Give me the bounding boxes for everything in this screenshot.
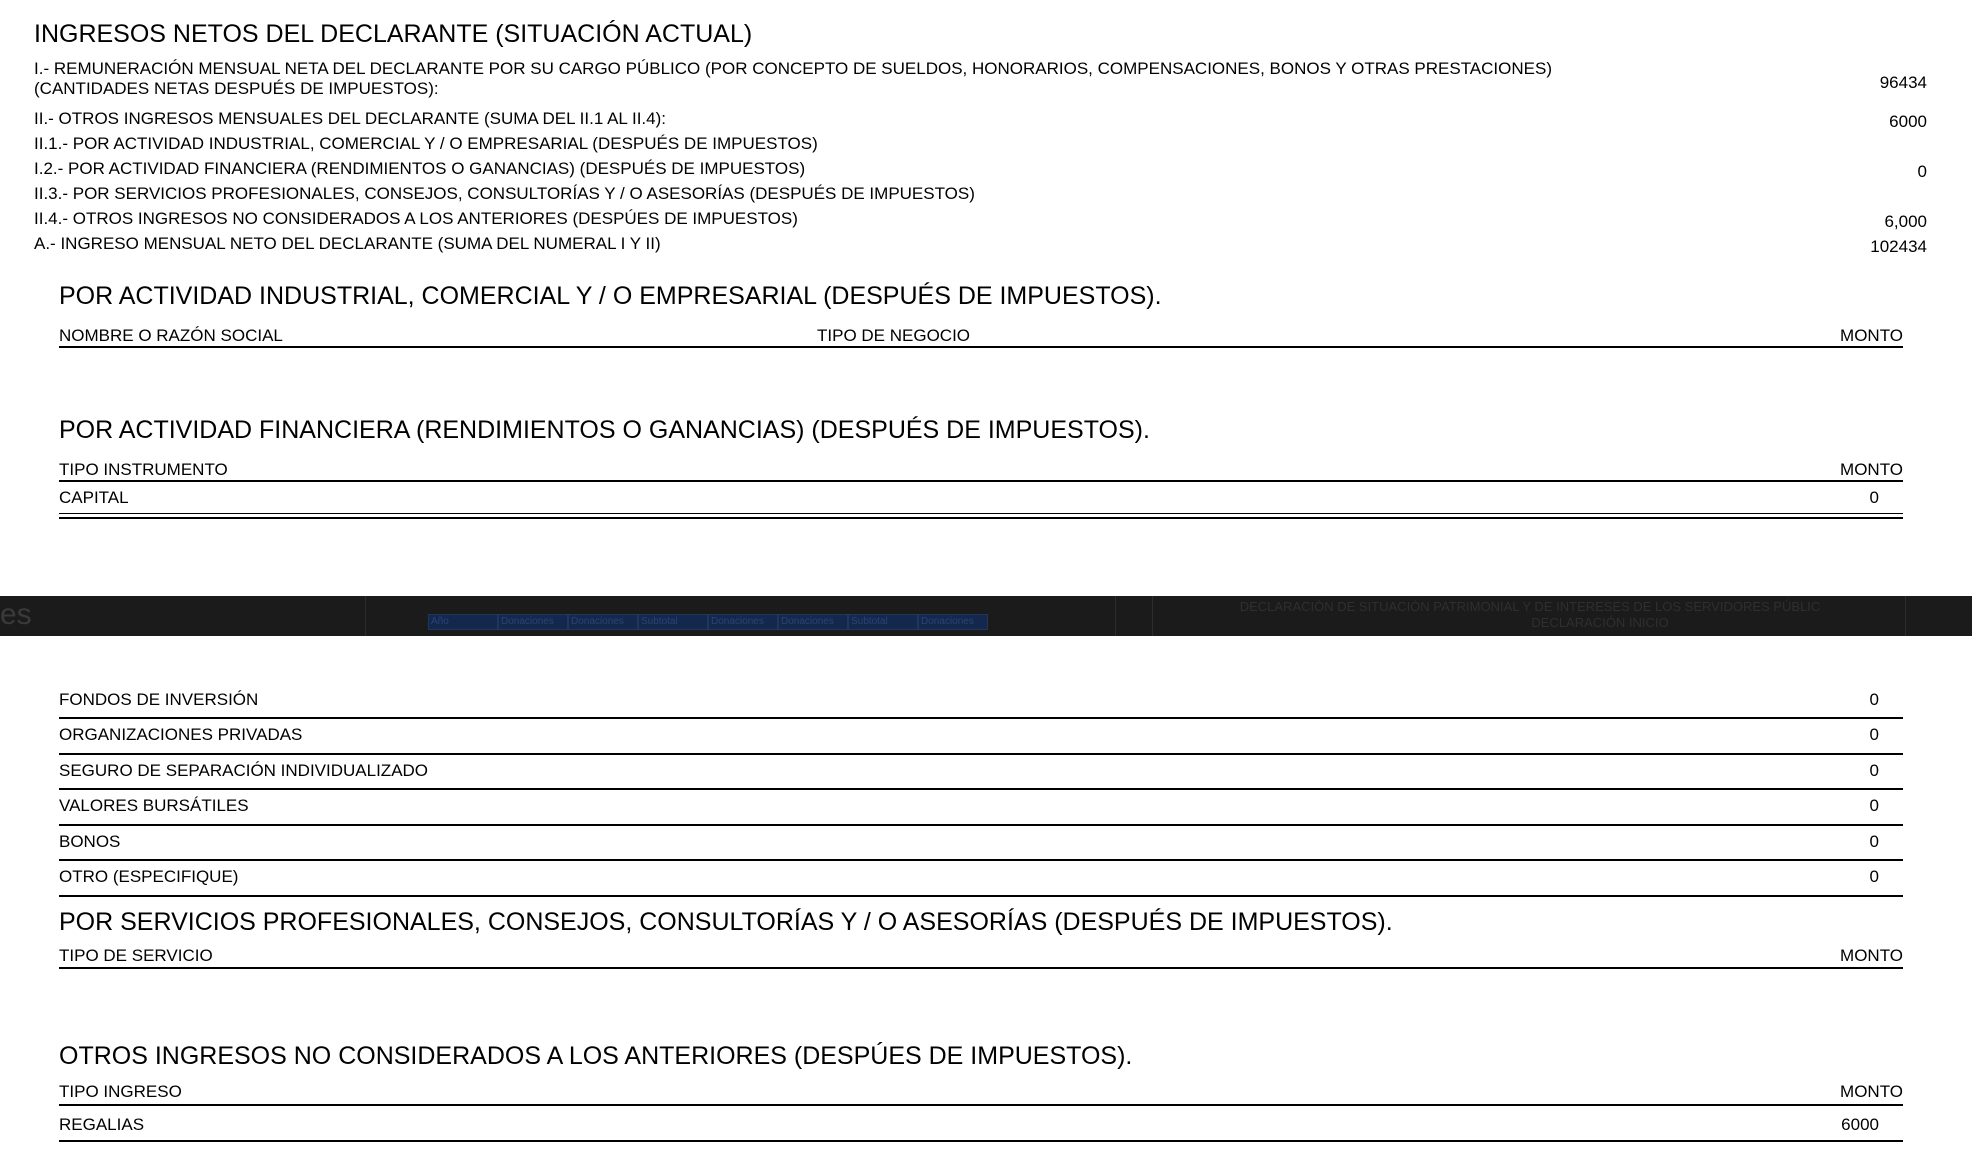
table-rule xyxy=(59,788,1903,790)
table-rule xyxy=(59,895,1903,897)
band-divider xyxy=(365,596,366,636)
financiera-row-label: OTRO (ESPECIFIQUE) xyxy=(59,867,239,886)
band-cell: Donaciones xyxy=(708,614,778,630)
summary-row-value: 6000 xyxy=(1889,112,1927,131)
industrial-section-title: POR ACTIVIDAD INDUSTRIAL, COMERCIAL Y / O EMPRESARIAL (DESPUÉS DE IMPUESTOS). xyxy=(59,282,1162,310)
summary-row-label: II.4.- OTROS INGRESOS NO CONSIDERADOS A LOS ANTERIORES (DESPÚES DE IMPUESTOS) xyxy=(34,209,798,228)
table-rule xyxy=(59,1140,1903,1142)
band-divider xyxy=(1115,596,1116,636)
otros-col-amount: MONTO xyxy=(1840,1082,1903,1101)
financiera-section-title: POR ACTIVIDAD FINANCIERA (RENDIMIENTOS O GANANCIAS) (DESPUÉS DE IMPUESTOS). xyxy=(59,416,1150,444)
summary-row-label: II.1.- POR ACTIVIDAD INDUSTRIAL, COMERCIAL Y / O EMPRESARIAL (DESPUÉS DE IMPUESTOS) xyxy=(34,134,818,153)
otros-row-label: REGALIAS xyxy=(59,1115,145,1134)
summary-row-label: I.- REMUNERACIÓN MENSUAL NETA DEL DECLARANTE POR SU CARGO PÚBLICO (POR CONCEPTO DE SUELDOS, HONORARIOS, COMPENSACIONES, BONOS Y OTRAS PRESTACIONES) xyxy=(34,59,1552,78)
financiera-row-value: 0 xyxy=(1869,832,1879,851)
band-cell: Donaciones xyxy=(568,614,638,630)
industrial-col-name: NOMBRE O RAZÓN SOCIAL xyxy=(59,326,283,345)
table-rule xyxy=(59,346,1903,348)
financiera-row-value: 0 xyxy=(1869,761,1879,780)
band-divider xyxy=(1152,596,1153,636)
financiera-row-label: CAPITAL xyxy=(59,488,129,507)
summary-row-label: A.- INGRESO MENSUAL NETO DEL DECLARANTE (SUMA DEL NUMERAL I Y II) xyxy=(34,234,661,253)
summary-row-label: II.3.- POR SERVICIOS PROFESIONALES, CONSEJOS, CONSULTORÍAS Y / O ASESORÍAS (DESPUÉS DE IMPUESTOS) xyxy=(34,184,975,203)
table-rule xyxy=(59,1104,1903,1106)
financiera-row-value: 0 xyxy=(1869,488,1879,507)
otros-col-type: TIPO INGRESO xyxy=(59,1082,182,1101)
servicios-col-amount: MONTO xyxy=(1840,946,1903,965)
band-cell: Donaciones xyxy=(918,614,988,630)
servicios-section-title: POR SERVICIOS PROFESIONALES, CONSEJOS, CONSULTORÍAS Y / O ASESORÍAS (DESPUÉS DE IMPUESTOS). xyxy=(59,908,1393,936)
industrial-col-amount: MONTO xyxy=(1840,326,1903,345)
table-rule xyxy=(59,717,1903,719)
summary-row-value: 96434 xyxy=(1879,73,1927,92)
financiera-row-value: 0 xyxy=(1869,725,1879,744)
band-cell: Subtotal xyxy=(638,614,708,630)
page-break-band xyxy=(0,596,1972,636)
table-rule xyxy=(59,513,1903,514)
band-header-line: DECLARACIÓN INICIO xyxy=(1531,615,1669,630)
otros-row-value: 6000 xyxy=(1841,1115,1879,1134)
financiera-row-label: ORGANIZACIONES PRIVADAS xyxy=(59,725,303,744)
summary-row-value: 0 xyxy=(1917,162,1927,181)
financiera-row-value: 0 xyxy=(1869,690,1879,709)
financiera-col-amount: MONTO xyxy=(1840,460,1903,479)
financiera-row-label: BONOS xyxy=(59,832,121,851)
table-rule xyxy=(59,859,1903,861)
table-rule xyxy=(59,480,1903,482)
summary-row-label-cont: (CANTIDADES NETAS DESPUÉS DE IMPUESTOS): xyxy=(34,79,439,98)
band-cell: Subtotal xyxy=(848,614,918,630)
band-text-fragment: es xyxy=(0,598,32,631)
servicios-col-type: TIPO DE SERVICIO xyxy=(59,946,213,965)
table-rule xyxy=(59,517,1903,519)
band-cell: Donaciones xyxy=(498,614,568,630)
band-cell: Donaciones xyxy=(778,614,848,630)
summary-row-value: 6,000 xyxy=(1884,212,1927,231)
summary-row-value: 102434 xyxy=(1870,237,1927,256)
table-rule xyxy=(59,753,1903,755)
financiera-row-value: 0 xyxy=(1869,796,1879,815)
financiera-row-label: SEGURO DE SEPARACIÓN INDIVIDUALIZADO xyxy=(59,761,429,780)
table-rule xyxy=(59,967,1903,969)
summary-row-label: I.2.- POR ACTIVIDAD FINANCIERA (RENDIMIENTOS O GANANCIAS) (DESPUÉS DE IMPUESTOS) xyxy=(34,159,806,178)
band-cell-row xyxy=(428,614,988,630)
summary-title: INGRESOS NETOS DEL DECLARANTE (SITUACIÓN ACTUAL) xyxy=(34,20,753,48)
financiera-row-value: 0 xyxy=(1869,867,1879,886)
financiera-row-label: FONDOS DE INVERSIÓN xyxy=(59,690,259,709)
band-header-line: DECLARACIÓN DE SITUACIÓN PATRIMONIAL Y DE INTERESES DE LOS SERVIDORES PÚBLIC xyxy=(1239,599,1821,614)
summary-row-label: II.- OTROS INGRESOS MENSUALES DEL DECLARANTE (SUMA DEL II.1 AL II.4): xyxy=(34,109,666,128)
financiera-col-type: TIPO INSTRUMENTO xyxy=(59,460,228,479)
table-rule xyxy=(59,824,1903,826)
band-cell: Año xyxy=(428,614,498,630)
financiera-row-label: VALORES BURSÁTILES xyxy=(59,796,249,815)
otros-section-title: OTROS INGRESOS NO CONSIDERADOS A LOS ANTERIORES (DESPÚES DE IMPUESTOS). xyxy=(59,1042,1133,1070)
industrial-col-type: TIPO DE NEGOCIO xyxy=(817,326,971,345)
